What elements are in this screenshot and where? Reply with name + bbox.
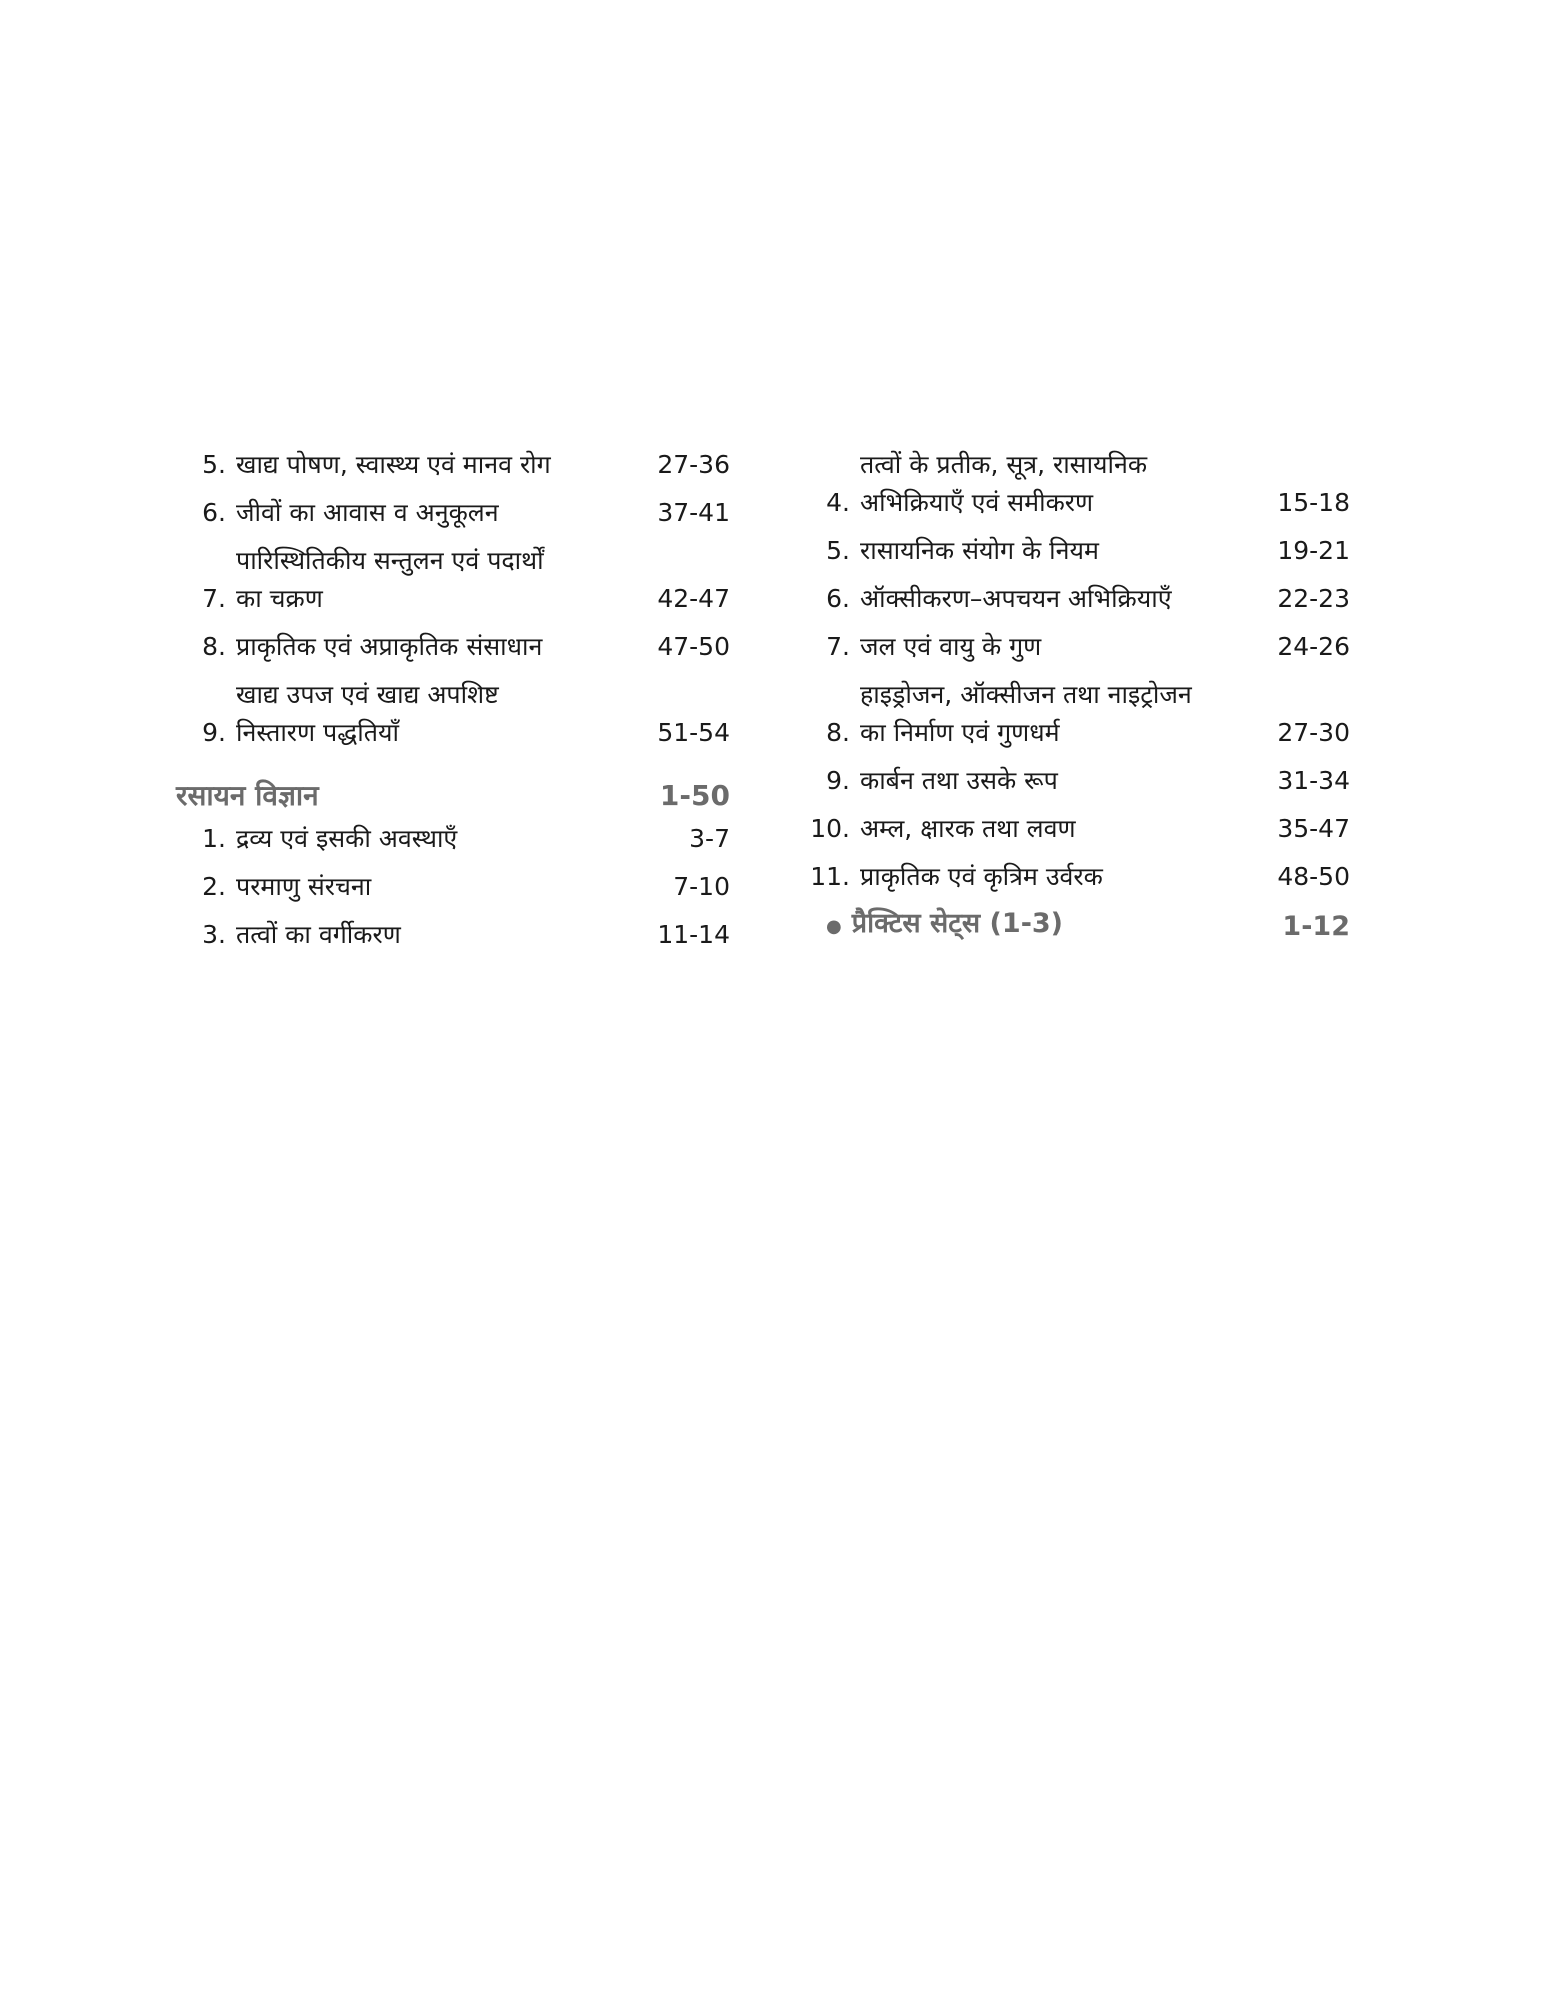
toc-entry[interactable] — [800, 628, 1350, 666]
toc-left-column — [176, 446, 730, 954]
entry-title — [860, 810, 1270, 848]
entry-number: 7. — [202, 584, 226, 613]
entry-title-line: कार्बन तथा उसके रूप — [860, 766, 1058, 795]
entry-title-line: अभिक्रियाएँ एवं समीकरण — [860, 488, 1094, 517]
toc-entry[interactable] — [800, 580, 1350, 618]
entry-title-line: प्राकृतिक एवं कृत्रिम उर्वरक — [860, 862, 1103, 891]
entry-pages: 11-14 — [657, 920, 730, 949]
entry-title — [860, 676, 1270, 752]
entry-title-line: पारिस्थितिकीय सन्तुलन एवं पदार्थों — [236, 546, 544, 575]
entry-title — [236, 542, 650, 618]
toc-entries-chemistry — [190, 820, 730, 954]
toc-entry[interactable] — [800, 676, 1350, 752]
entry-pages: 7-10 — [673, 872, 730, 901]
entry-title-line: का चक्रण — [236, 584, 323, 613]
toc-entry[interactable] — [190, 446, 730, 484]
bullet-icon: ● — [826, 916, 842, 937]
entry-title — [860, 446, 1270, 522]
entry-title-line: अम्ल, क्षारक तथा लवण — [860, 814, 1076, 843]
entry-title-line: खाद्य पोषण, स्वास्थ्य एवं मानव रोग — [236, 450, 551, 479]
entry-title — [860, 762, 1270, 800]
entry-number: 1. — [202, 824, 226, 853]
entry-title — [236, 628, 650, 666]
toc-entry[interactable] — [800, 762, 1350, 800]
entry-title — [860, 580, 1270, 618]
toc-entries-chemistry-continued — [800, 446, 1350, 896]
entry-pages: 27-30 — [1277, 718, 1350, 747]
entry-pages: 27-36 — [657, 450, 730, 479]
entry-title — [236, 868, 650, 906]
entry-title-line: खाद्य उपज एवं खाद्य अपशिष्ट — [236, 680, 499, 709]
section-title: रसायन विज्ञान — [176, 779, 319, 812]
toc-entry[interactable] — [190, 628, 730, 666]
entry-pages: 31-34 — [1277, 766, 1350, 795]
entry-number: 4. — [826, 488, 850, 517]
entry-title — [236, 916, 650, 954]
entry-number: 3. — [202, 920, 226, 949]
entry-title-line: द्रव्य एवं इसकी अवस्थाएँ — [236, 824, 458, 853]
toc-entry[interactable] — [190, 676, 730, 752]
section-heading-chemistry[interactable] — [176, 776, 730, 816]
entry-title-line: निस्तारण पद्धतियाँ — [236, 718, 399, 747]
entry-title — [236, 676, 650, 752]
practice-pages: 1-12 — [1282, 911, 1350, 942]
entry-title — [860, 628, 1270, 666]
entry-title-line: ऑक्सीकरण–अपचयन अभिक्रियाएँ — [860, 584, 1172, 613]
entry-number: 9. — [826, 766, 850, 795]
entry-title-line: का निर्माण एवं गुणधर्म — [860, 718, 1060, 747]
entry-number: 9. — [202, 718, 226, 747]
entry-title-line: जीवों का आवास व अनुकूलन — [236, 498, 499, 527]
section-pages: 1-50 — [659, 779, 730, 812]
entry-pages: 19-21 — [1277, 536, 1350, 565]
entry-pages: 15-18 — [1277, 488, 1350, 517]
entry-pages: 37-41 — [657, 498, 730, 527]
toc-entry[interactable] — [190, 494, 730, 532]
entry-pages: 22-23 — [1277, 584, 1350, 613]
toc-entry[interactable] — [800, 446, 1350, 522]
toc-entry[interactable] — [800, 810, 1350, 848]
entry-number: 5. — [826, 536, 850, 565]
entry-number: 8. — [202, 632, 226, 661]
entry-number: 5. — [202, 450, 226, 479]
entry-number: 6. — [202, 498, 226, 527]
toc-entries-biology — [190, 446, 730, 752]
entry-title-line: तत्वों के प्रतीक, सूत्र, रासायनिक — [860, 450, 1148, 479]
entry-number: 7. — [826, 632, 850, 661]
entry-pages: 48-50 — [1277, 862, 1350, 891]
toc-entry[interactable] — [190, 916, 730, 954]
entry-title — [860, 858, 1270, 896]
entry-title — [860, 532, 1270, 570]
entry-title-line: हाइड्रोजन, ऑक्सीजन तथा नाइट्रोजन — [860, 680, 1192, 709]
toc-entry[interactable] — [190, 820, 730, 858]
entry-title-line: जल एवं वायु के गुण — [860, 632, 1042, 661]
entry-pages: 47-50 — [657, 632, 730, 661]
entry-number: 2. — [202, 872, 226, 901]
entry-number: 8. — [826, 718, 850, 747]
toc-entry[interactable] — [800, 858, 1350, 896]
entry-pages: 24-26 — [1277, 632, 1350, 661]
entry-pages: 3-7 — [689, 824, 730, 853]
entry-number: 11. — [810, 862, 850, 891]
entry-title — [236, 446, 650, 484]
entry-title — [236, 820, 650, 858]
toc-entry[interactable] — [190, 542, 730, 618]
practice-sets-entry[interactable] — [800, 904, 1350, 947]
entry-title-line: तत्वों का वर्गीकरण — [236, 920, 401, 949]
entry-title-line: परमाणु संरचना — [236, 872, 372, 901]
entry-title-line: रासायनिक संयोग के नियम — [860, 536, 1099, 565]
toc-entry[interactable] — [190, 868, 730, 906]
entry-pages: 51-54 — [657, 718, 730, 747]
entry-number: 10. — [810, 814, 850, 843]
entry-pages: 35-47 — [1277, 814, 1350, 843]
entry-title — [236, 494, 650, 532]
toc-entry[interactable] — [800, 532, 1350, 570]
entry-number: 6. — [826, 584, 850, 613]
practice-label: प्रैक्टिस सेट्स (1-3) — [851, 908, 1064, 939]
toc-right-column — [800, 446, 1350, 947]
entry-title-line: प्राकृतिक एवं अप्राकृतिक संसाधान — [236, 632, 543, 661]
entry-pages: 42-47 — [657, 584, 730, 613]
